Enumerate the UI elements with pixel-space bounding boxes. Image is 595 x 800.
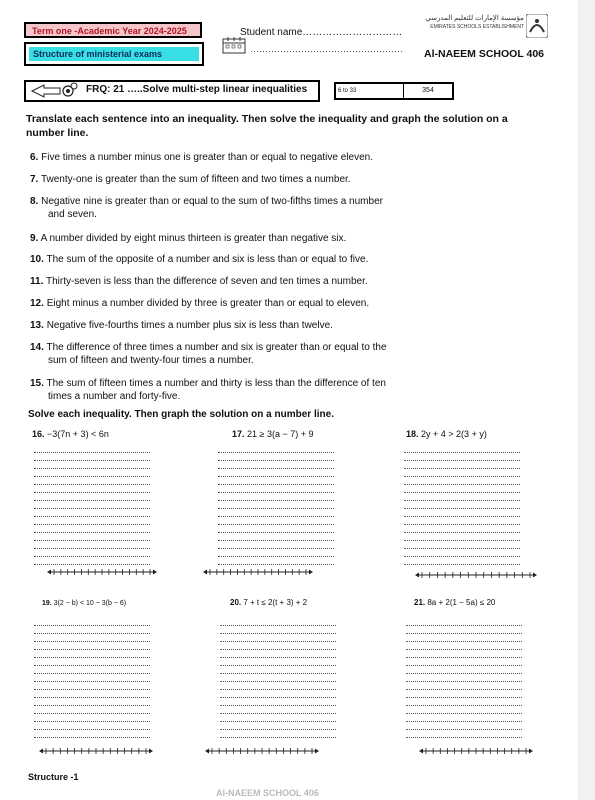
school-arabic-name: مؤسسة الإمارات للتعليم المدرسي [425, 15, 524, 22]
list-item: 15. The sum of fifteen times a number and thirty is less than the difference of ten times a number and forty-five. [30, 378, 386, 402]
number-line [46, 567, 158, 577]
student-name-field: Student name………………………… [240, 27, 403, 38]
list-item: 14. The difference of three times a number and six is greater than or equal to the sum of fifteen and twenty-four times a number. [30, 342, 387, 366]
list-item: 10. The sum of the opposite of a number and six is less than or equal to five. [30, 254, 369, 265]
number-line [414, 570, 538, 580]
gears-icon [30, 82, 80, 100]
number-line [418, 746, 534, 756]
ministry-logo [526, 14, 548, 38]
answer-lines [220, 618, 336, 738]
answer-lines [34, 618, 150, 738]
structure-label: Structure of ministerial exams [24, 42, 204, 66]
term-label: Term one -Academic Year 2024-2025 [24, 22, 202, 38]
problem-19: 19. 3(2 − b) < 10 − 3(b − 6) [42, 600, 127, 607]
list-item: 8. Negative nine is greater than or equal to the sum of two-fifths times a number and seven. [30, 196, 383, 220]
answer-lines [218, 445, 334, 565]
problem-21: 21. 8a + 2(1 − 5a) ≤ 20 [414, 598, 496, 607]
number-line [202, 567, 314, 577]
problem-18: 18. 2y + 4 > 2(3 + y) [406, 429, 487, 439]
problem-20: 20. 7 + t ≤ 2(t + 3) + 2 [230, 598, 308, 607]
number-line [204, 746, 320, 756]
list-item: 6. Five times a number minus one is greater than or equal to negative eleven. [30, 152, 373, 163]
date-field: …………………………………………… [250, 44, 403, 54]
school-english-name: EMIRATES SCHOOLS ESTABLISHMENT [430, 24, 524, 30]
list-item: 7. Twenty-one is greater than the sum of fifteen and two times a number. [30, 174, 351, 185]
range-box [334, 82, 454, 100]
footer-label: Structure -1 [28, 772, 79, 782]
answer-lines [406, 618, 522, 738]
school-name: Al-NAEEM SCHOOL 406 [424, 48, 544, 60]
instructions: Translate each sentence into an inequality. Then solve the inequality and graph the solution on a number line. [26, 113, 508, 139]
frq-title: FRQ: 21 …..Solve multi-step linear inequalities [86, 84, 308, 95]
number-line [38, 746, 154, 756]
problem-17: 17. 21 ≥ 3(a − 7) + 9 [232, 429, 314, 439]
answer-lines [404, 445, 520, 565]
answer-lines [34, 445, 150, 565]
watermark: Al-NAEEM SCHOOL 406 [216, 788, 319, 798]
list-item: 11. Thirty-seven is less than the difference of seven and ten times a number. [30, 276, 368, 287]
calendar-icon [222, 36, 246, 54]
instructions-2: Solve each inequality. Then graph the solution on a number line. [28, 409, 334, 420]
list-item: 9. A number divided by eight minus thirteen is greater than negative six. [30, 233, 347, 244]
page-number: 354 [422, 87, 434, 94]
list-item: 13. Negative five-fourths times a number plus six is less than twelve. [30, 320, 333, 331]
list-item: 12. Eight minus a number divided by three is greater than or equal to eleven. [30, 298, 370, 309]
problem-16: 16. −3(7n + 3) < 6n [32, 429, 109, 439]
question-range: 6 to 33 [336, 84, 404, 98]
